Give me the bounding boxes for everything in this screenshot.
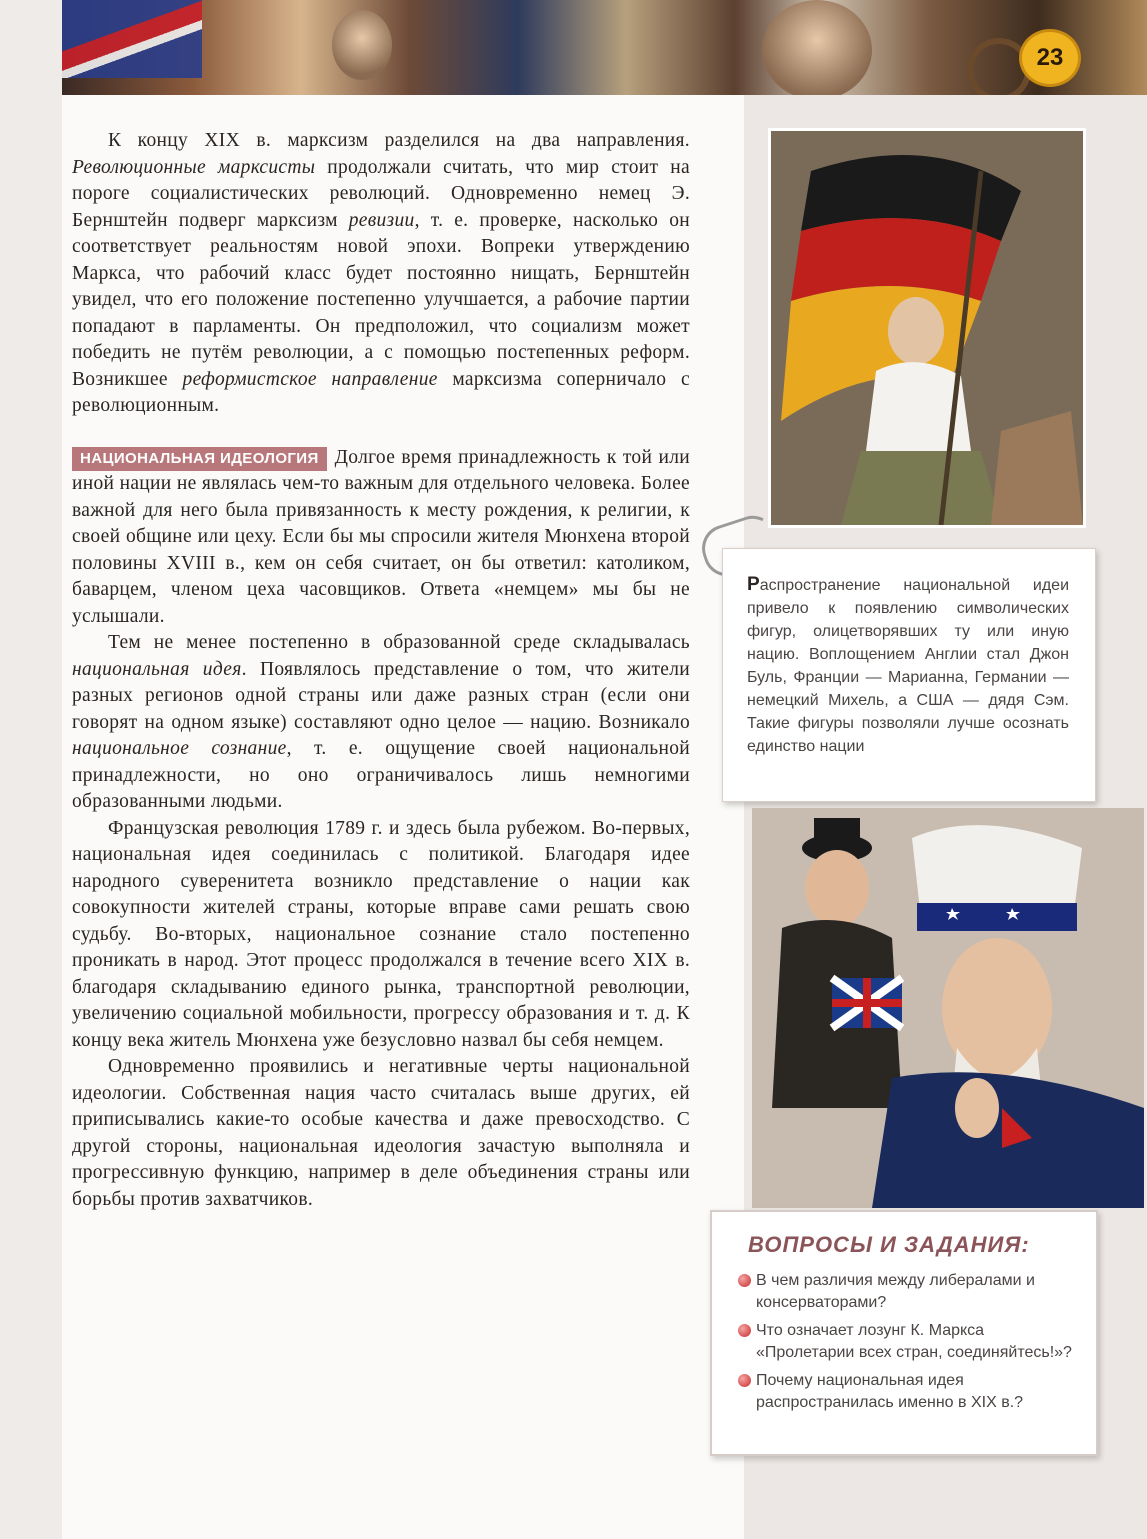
question-item: Почему национальная идея распространилась именно в XIX в.? [738, 1370, 1082, 1414]
german-michel-illustration [768, 128, 1086, 528]
british-flag-image [62, 0, 202, 78]
john-bull-uncle-sam-illustration [752, 808, 1144, 1208]
paragraph-national-ideology: НАЦИОНАЛЬНАЯ ИДЕОЛОГИЯ Долгое время принадлежность к той или иной нации не являлась чем-то важным для отдельного человека. Более важной для него была привязанность к месту рождения, к религии, к своей общине или цеху. Если бы мы спросили жителя Мюнхена второй половины XVIII в., кем он себя считает, он бы ответил: католиком, баварцем, членом цеха часовщиков. Ответа «немцем» мы бы не услышали. [72, 446, 690, 627]
portrait-image [332, 10, 392, 80]
section-heading: НАЦИОНАЛЬНАЯ ИДЕОЛОГИЯ [72, 447, 327, 471]
german-michel-drawing [771, 131, 1083, 525]
paragraph-national-idea: Тем не менее постепенно в образованной среде складывалась национальная идея. Появлялось представление о том, что жители разных регионов одной страны или даже разных стран (если они говорят на одном языке) составляют одно целое — нацию. Возникало национальное сознание, т. е. ощущение своей национальной принадлежности, но оно ограничивалось лишь немногими образованными людьми. [72, 632, 690, 812]
questions-list [738, 1270, 1082, 1420]
question-item: Что означает лозунг К. Маркса «Пролетарии всех стран, соединяйтесь!»? [738, 1320, 1082, 1364]
main-text [72, 128, 690, 1213]
bullet-icon [738, 1374, 751, 1387]
paragraph-french-revolution: Французская революция 1789 г. и здесь была рубежом. Во-первых, национальная идея соединилась с политикой. Благодаря идее народного суверенитета возникло представление о нации как совокупности жителей страны, которые вправе сами решать свою судьбу. Во-вторых, национальное сознание стало постепенно проникать в народ. Этот процесс продолжался в течение всего XIX в. благодаря складыванию единого рынка, транспортной революции, увеличению социальной мобильности, прогрессу образования и т. д. К концу века житель Мюнхена уже безусловно назвал бы себя немцем. [72, 817, 690, 1051]
caption-text: аспространение национальной идеи привело к появлению символических фигур, олицетворявших ту или иную нацию. Воплощением Англии стал Джон Буль, Франции — Марианна, Германии — немецкий Михель, а США — дядя Сэм. Такие фигуры позволяли лучше осознать единство нации [747, 577, 1069, 755]
bullet-icon [738, 1324, 751, 1337]
illustration-caption [722, 548, 1096, 802]
page-number: 23 [1022, 32, 1078, 84]
paragraph-negative-traits: Одновременно проявились и негативные черты национальной идеологии. Собственная нация часто считалась выше других, ей приписывались какие-то особые качества и даже превосходство. С другой стороны, национальная идеология зачастую выполняла и прогрессивную функцию, например в деле объединения страны или борьбы против захватчиков. [72, 1056, 690, 1210]
bullet-icon [738, 1274, 751, 1287]
questions-title: ВОПРОСЫ И ЗАДАНИЯ: [748, 1232, 1030, 1257]
carriage-wheel-image [967, 38, 1031, 95]
paragraph-marxism: К концу XIX в. марксизм разделился на два направления. Революционные марксисты продолжали считать, что мир стоит на пороге социалистических революций. Одновременно немец Э. Бернштейн подверг марксизм ревизии, т. е. проверке, насколько он соответствует реальностям новой эпохи. Вопреки утверждению Маркса, что рабочий класс будет постоянно нищать, Бернштейн увидел, что его положение постепенно улучшается, а рабочие партии попадают в парламенты. Он предположил, что социализм может победить не путём революции, а с помощью постепенных реформ. Возникшее реформистское направление марксизма соперничало с революционным. [72, 130, 690, 416]
header-collage [62, 0, 1147, 95]
portrait-image [762, 0, 872, 95]
caption-initial: Р [747, 574, 760, 595]
question-item: В чем различия между либералами и консерваторами? [738, 1270, 1082, 1314]
uncle-sam-drawing [752, 808, 1144, 1208]
questions-box [710, 1210, 1098, 1456]
